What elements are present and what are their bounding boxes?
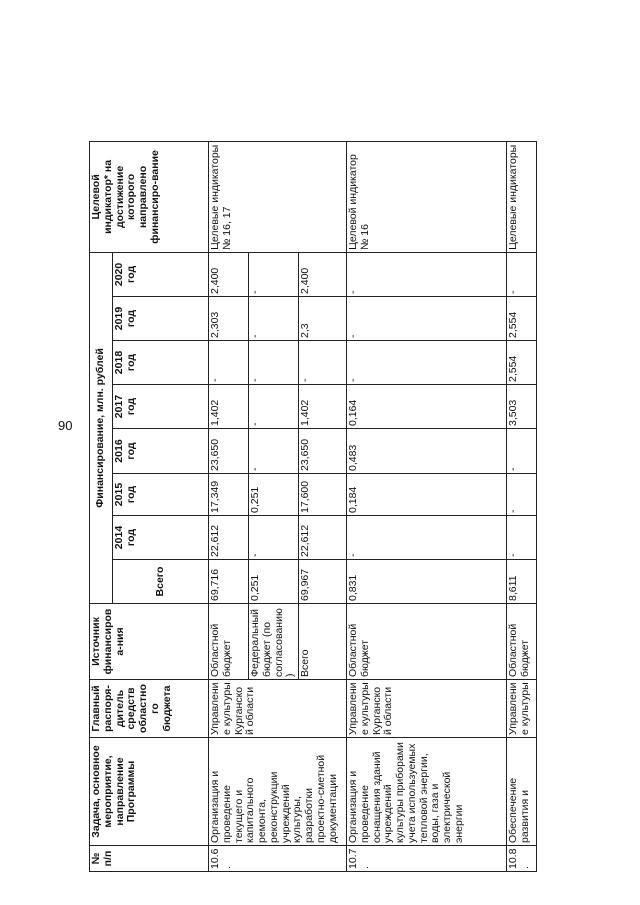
cell-2017: - bbox=[249, 385, 299, 429]
header-year-2015: 2015 год bbox=[113, 474, 209, 516]
cell-2020: - bbox=[249, 252, 299, 296]
cell-2015: 0,251 bbox=[249, 474, 299, 516]
cell-2020: 2,400 bbox=[299, 252, 347, 296]
cell-2020: 2,400 bbox=[209, 252, 249, 296]
header-num: № п/п bbox=[90, 846, 209, 872]
row-task: Обеспечение развития и bbox=[507, 738, 537, 846]
cell-2020: - bbox=[507, 252, 537, 296]
row-source: Областной бюджет bbox=[507, 604, 537, 680]
cell-total: 8,611 bbox=[507, 560, 537, 604]
row-task: Организация и проведение текущего и капитального ремонта, реконструкции учреждений культуры, разработки проектно-сметной документации bbox=[209, 738, 347, 846]
row-source: Областной бюджет bbox=[347, 604, 507, 680]
cell-2019: 2,303 bbox=[209, 297, 249, 341]
cell-2015: 0,184 bbox=[347, 474, 507, 516]
header-financing: Финансирование, млн. рублей bbox=[90, 252, 113, 603]
header-indicator: Целевой индикатор* на достижение которого направлено финансиро-вание bbox=[90, 141, 209, 252]
cell-2017: 1,402 bbox=[209, 385, 249, 429]
cell-2017: 3,503 bbox=[507, 385, 537, 429]
header-year-2018: 2018 год bbox=[113, 341, 209, 385]
cell-total: 69,967 bbox=[299, 560, 347, 604]
cell-2015: 17,600 bbox=[299, 474, 347, 516]
cell-2017: 0,164 bbox=[347, 385, 507, 429]
cell-2016: 23,650 bbox=[209, 429, 249, 474]
row-num: 10.8. bbox=[507, 846, 537, 872]
header-total: Всего bbox=[113, 560, 209, 604]
cell-2016: - bbox=[507, 429, 537, 474]
header-year-2019: 2019 год bbox=[113, 297, 209, 341]
cell-2015: - bbox=[507, 474, 537, 516]
cell-total: 69,716 bbox=[209, 560, 249, 604]
row-indicator: Целевые индикаторы № 16, 17 bbox=[209, 141, 347, 252]
cell-2016: - bbox=[249, 429, 299, 474]
header-year-2014: 2014 год bbox=[113, 516, 209, 560]
cell-2018: - bbox=[299, 341, 347, 385]
row-indicator: Целевой индикатор № 16 bbox=[347, 141, 507, 252]
row-manager: Управление культуры Курганской области bbox=[209, 680, 347, 738]
cell-2019: 2,554 bbox=[507, 297, 537, 341]
cell-2014: - bbox=[249, 516, 299, 560]
cell-2018: - bbox=[347, 341, 507, 385]
header-source: Источник финансирова-ния bbox=[90, 604, 209, 680]
cell-2014: - bbox=[347, 516, 507, 560]
cell-2018: - bbox=[209, 341, 249, 385]
header-year-2017: 2017 год bbox=[113, 385, 209, 429]
row-manager: Управление культуры Курганской области bbox=[347, 680, 507, 738]
cell-2019: 2,3 bbox=[299, 297, 347, 341]
row-manager: Управление культуры bbox=[507, 680, 537, 738]
table-row bbox=[507, 141, 537, 871]
cell-2014: 22,612 bbox=[299, 516, 347, 560]
cell-total: 0,831 bbox=[347, 560, 507, 604]
rotated-table-container bbox=[89, 142, 638, 872]
header-year-2016: 2016 год bbox=[113, 429, 209, 474]
row-num: 10.6. bbox=[209, 846, 347, 872]
row-source: Всего bbox=[299, 604, 347, 680]
row-task: Организация и проведение оснащения зданий учреждений культуры приборами учета используемых тепловой энергии, воды, газа и электрической энергии bbox=[347, 738, 507, 846]
table-row bbox=[347, 141, 507, 871]
cell-2014: 22,612 bbox=[209, 516, 249, 560]
cell-2016: 23,650 bbox=[299, 429, 347, 474]
cell-2015: 17,349 bbox=[209, 474, 249, 516]
cell-2020: - bbox=[347, 252, 507, 296]
header-manager: Главный распоря-дитель средств областного бюджета bbox=[90, 680, 209, 738]
row-source: Областной бюджет bbox=[209, 604, 249, 680]
row-indicator: Целевые индикаторы bbox=[507, 141, 537, 252]
table-row bbox=[209, 141, 249, 871]
cell-2016: 0,483 bbox=[347, 429, 507, 474]
cell-total: 0,251 bbox=[249, 560, 299, 604]
cell-2014: - bbox=[507, 516, 537, 560]
cell-2018: 2,554 bbox=[507, 341, 537, 385]
cell-2019: - bbox=[249, 297, 299, 341]
header-year-2020: 2020 год bbox=[113, 252, 209, 296]
row-source: Федеральный бюджет (по согласованию) bbox=[249, 604, 299, 680]
cell-2019: - bbox=[347, 297, 507, 341]
cell-2018: - bbox=[249, 341, 299, 385]
cell-2017: 1,402 bbox=[299, 385, 347, 429]
header-task: Задача, основное мероприятие, направление Программы bbox=[90, 738, 209, 846]
page-number: 90 bbox=[58, 418, 73, 433]
financing-table bbox=[89, 141, 537, 872]
row-num: 10.7. bbox=[347, 846, 507, 872]
